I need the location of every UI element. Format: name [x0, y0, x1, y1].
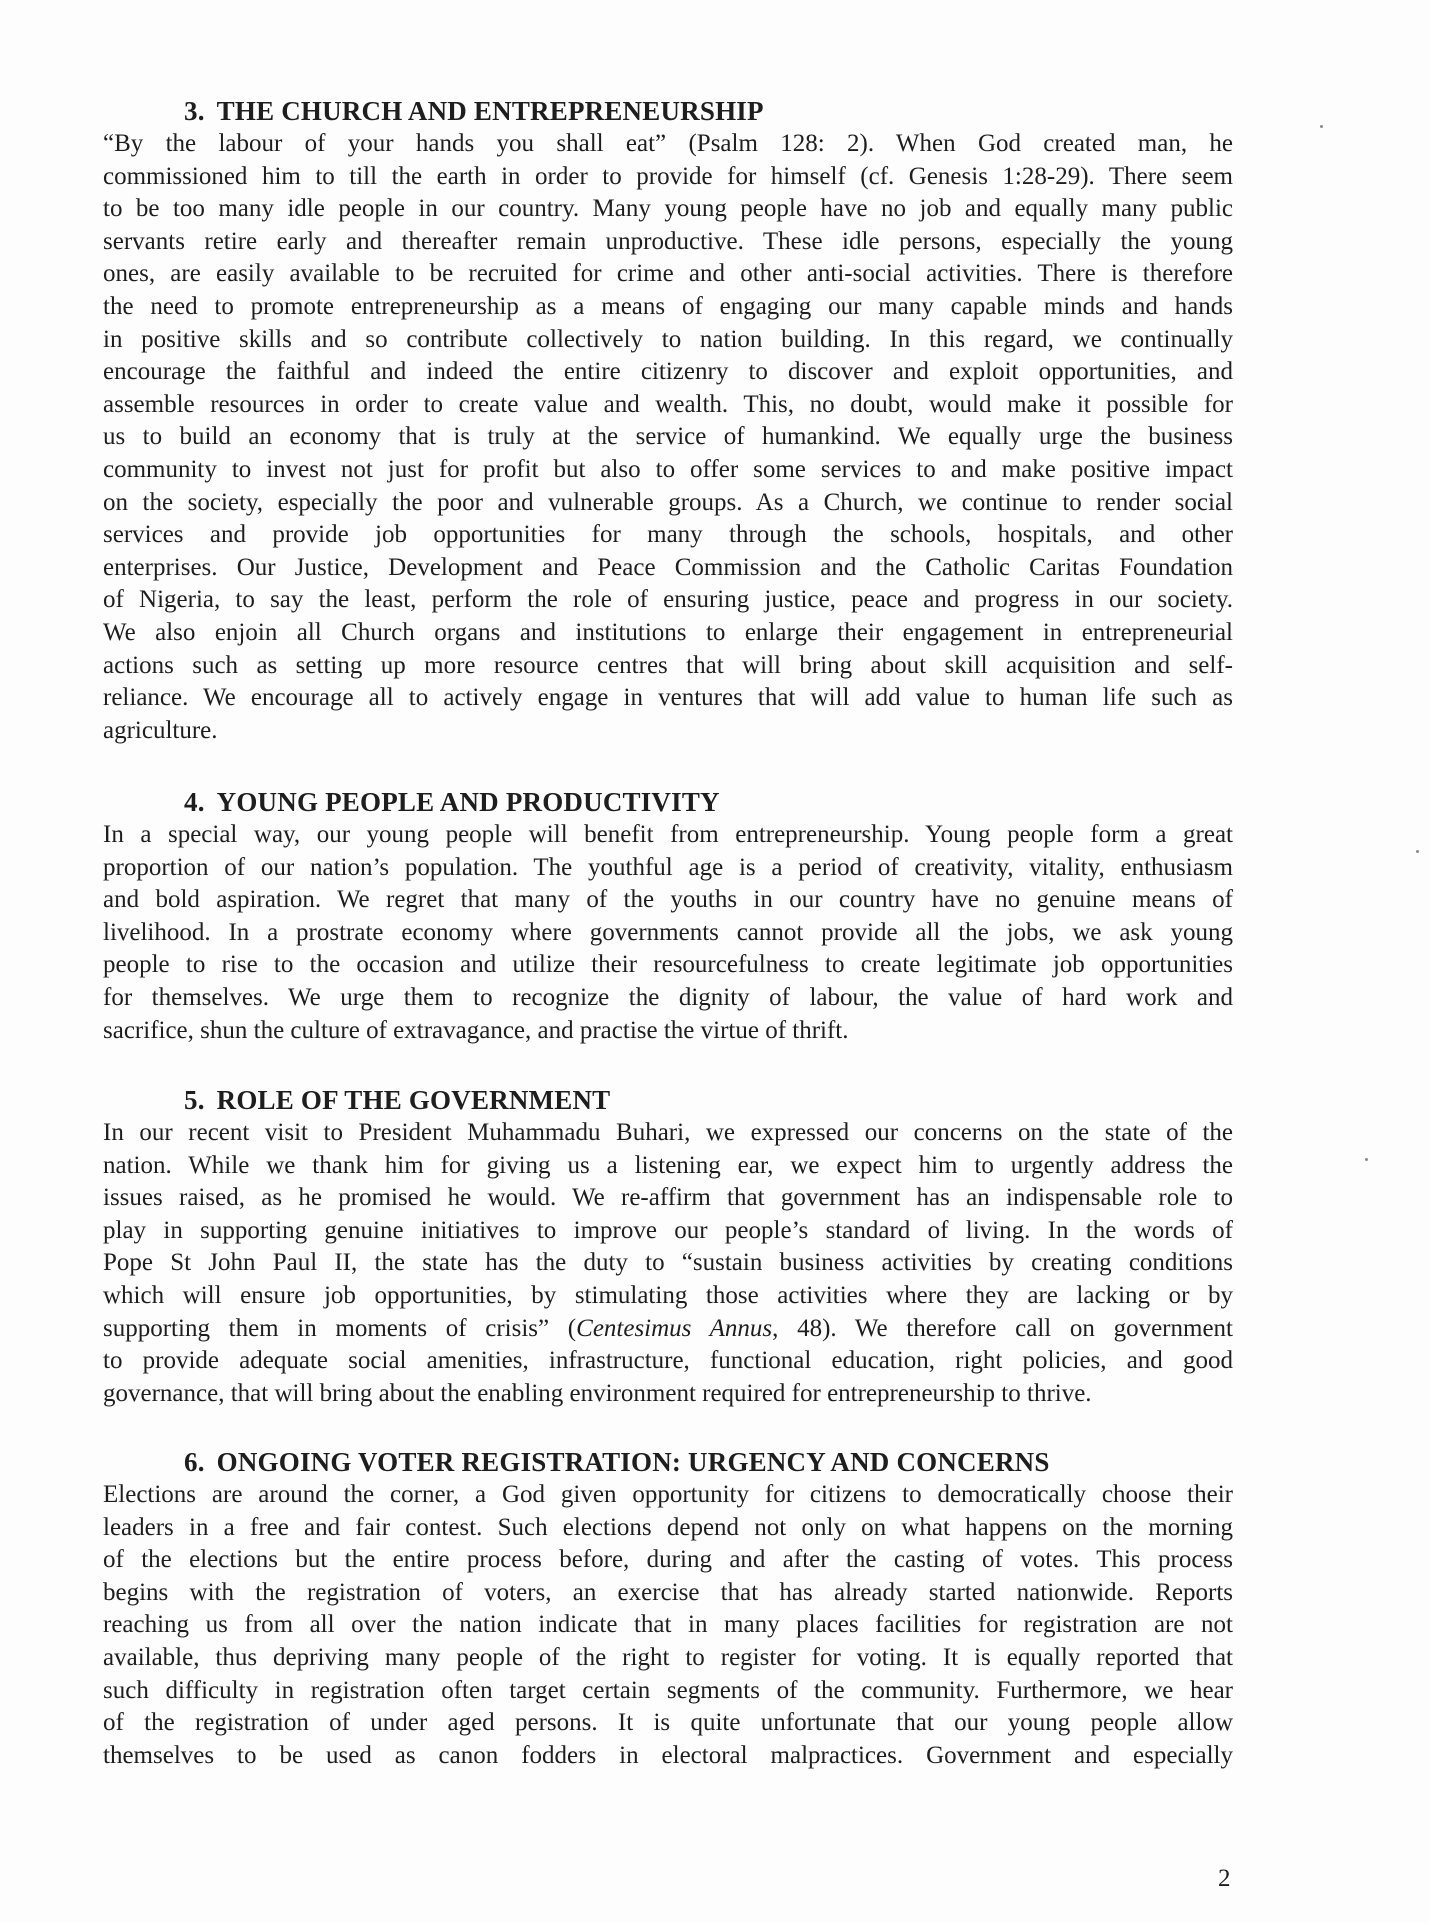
section-title: ONGOING VOTER REGISTRATION: URGENCY AND CONCERNS — [216, 1447, 1050, 1477]
section-title: THE CHURCH AND ENTREPRENEURSHIP — [216, 96, 764, 126]
text-line: issues raised, as he promised he would. We re-affirm that government has an indispensable role to — [103, 1184, 1233, 1212]
text-line: to provide adequate social amenities, infrastructure, functional education, right policies, and good — [103, 1347, 1233, 1375]
section-role-of-the-government — [103, 1084, 1233, 1410]
text-line: people to rise to the occasion and utilize their resourcefulness to create legitimate job opportunities — [103, 951, 1233, 979]
text-line: “By the labour of your hands you shall eat” (Psalm 128: 2). When God created man, he — [103, 130, 1233, 157]
section-heading — [184, 1084, 1233, 1117]
text-line: available, thus depriving many people of the right to register for voting. It is equally reported that — [103, 1643, 1233, 1671]
text-line: which will ensure job opportunities, by stimulating those activities where they are lacking or by — [103, 1281, 1233, 1309]
section-body — [103, 128, 1233, 747]
text-line: themselves to be used as canon fodders in electoral malpractices. Government and especially — [103, 1741, 1233, 1769]
citation-title: Centesimus Annus — [576, 1314, 773, 1342]
text-line: to be too many idle people in our country. Many young people have no job and equally many public — [103, 195, 1233, 223]
text-line: the need to promote entrepreneurship as a means of engaging our many capable minds and hands — [103, 292, 1233, 320]
text-line: agriculture. — [103, 716, 218, 744]
scan-speck — [1320, 125, 1323, 128]
page-number: 2 — [1218, 1865, 1231, 1892]
text-line: such difficulty in registration often target certain segments of the community. Furthermore, we hear — [103, 1676, 1233, 1704]
text-line: In our recent visit to President Muhammadu Buhari, we expressed our concerns on the state of the — [103, 1119, 1233, 1146]
text-line: reliance. We encourage all to actively engage in ventures that will add value to human life such as — [103, 684, 1233, 712]
text-line: servants retire early and thereafter remain unproductive. These idle persons, especially the young — [103, 227, 1233, 255]
text-line: Pope St John Paul II, the state has the duty to “sustain business activities by creating conditions — [103, 1249, 1233, 1277]
text-line: services and provide job opportunities for many through the schools, hospitals, and other — [103, 521, 1233, 549]
text-line: play in supporting genuine initiatives to improve our people’s standard of living. In the words of — [103, 1216, 1233, 1244]
section-heading — [184, 1446, 1233, 1479]
text-line: We also enjoin all Church organs and institutions to enlarge their engagement in entrepreneurial — [103, 618, 1233, 646]
section-title: YOUNG PEOPLE AND PRODUCTIVITY — [216, 787, 720, 817]
section-body — [103, 819, 1233, 1047]
text-line: in positive skills and so contribute collectively to nation building. In this regard, we continually — [103, 325, 1233, 353]
text-line: commissioned him to till the earth in order to provide for himself (cf. Genesis 1:28-29). There seem — [103, 162, 1233, 190]
text-line: livelihood. In a prostrate economy where governments cannot provide all the jobs, we ask young — [103, 918, 1233, 946]
section-title: ROLE OF THE GOVERNMENT — [216, 1085, 611, 1115]
text-line: proportion of our nation’s population. The youthful age is a period of creativity, vitality, enthusiasm — [103, 853, 1233, 881]
text-line: encourage the faithful and indeed the entire citizenry to discover and exploit opportunities, and — [103, 358, 1233, 386]
text-line: assemble resources in order to create value and wealth. This, no doubt, would make it possible for — [103, 390, 1233, 418]
section-body — [103, 1479, 1233, 1772]
text-line: of the registration of under aged persons. It is quite unfortunate that our young people allow — [103, 1709, 1233, 1737]
section-number: 6. — [184, 1447, 205, 1477]
text-line: governance, that will bring about the enabling environment required for entrepreneurship to thrive. — [103, 1379, 1092, 1407]
text-line: actions such as setting up more resource centres that will bring about skill acquisition and self- — [103, 651, 1233, 679]
text-line: supporting them in moments of crisis” (Centesimus Annus, 48). We therefore call on government — [103, 1314, 1233, 1342]
section-number: 4. — [184, 787, 205, 817]
text-line: and bold aspiration. We regret that many of the youths in our country have no genuine means of — [103, 886, 1233, 914]
text-line: leaders in a free and fair contest. Such elections depend not only on what happens on the morning — [103, 1513, 1233, 1541]
section-number: 3. — [184, 96, 205, 126]
scan-speck — [1365, 1158, 1368, 1161]
text-line: Elections are around the corner, a God given opportunity for citizens to democratically choose their — [103, 1481, 1233, 1508]
text-line: sacrifice, shun the culture of extravagance, and practise the virtue of thrift. — [103, 1016, 849, 1044]
text-line: of Nigeria, to say the least, perform the role of ensuring justice, peace and progress in our society. — [103, 586, 1233, 614]
section-body — [103, 1117, 1233, 1410]
text-line: of the elections but the entire process before, during and after the casting of votes. This process — [103, 1546, 1233, 1574]
text-line: begins with the registration of voters, an exercise that has already started nationwide. Reports — [103, 1578, 1233, 1606]
text-line: community to invest not just for profit but also to offer some services to and make positive impact — [103, 455, 1233, 483]
text-line: ones, are easily available to be recruited for crime and other anti-social activities. There is therefore — [103, 260, 1233, 288]
section-ongoing-voter-registration — [103, 1446, 1233, 1772]
section-heading — [184, 786, 1233, 819]
text-line: us to build an economy that is truly at the service of humankind. We equally urge the business — [103, 423, 1233, 451]
section-number: 5. — [184, 1085, 205, 1115]
text-line: nation. While we thank him for giving us a listening ear, we expect him to urgently address the — [103, 1151, 1233, 1179]
text-line: for themselves. We urge them to recognize the dignity of labour, the value of hard work and — [103, 983, 1233, 1011]
section-young-people-and-productivity — [103, 786, 1233, 1047]
text-line: enterprises. Our Justice, Development and Peace Commission and the Catholic Caritas Foundation — [103, 553, 1233, 581]
section-heading — [184, 95, 1233, 128]
text-line: reaching us from all over the nation indicate that in many places facilities for registration are not — [103, 1611, 1233, 1639]
text-line: on the society, especially the poor and vulnerable groups. As a Church, we continue to render social — [103, 488, 1233, 516]
text-line: In a special way, our young people will benefit from entrepreneurship. Young people form a great — [103, 821, 1233, 848]
section-church-and-entrepreneurship — [103, 95, 1233, 747]
scan-speck — [1416, 850, 1419, 853]
